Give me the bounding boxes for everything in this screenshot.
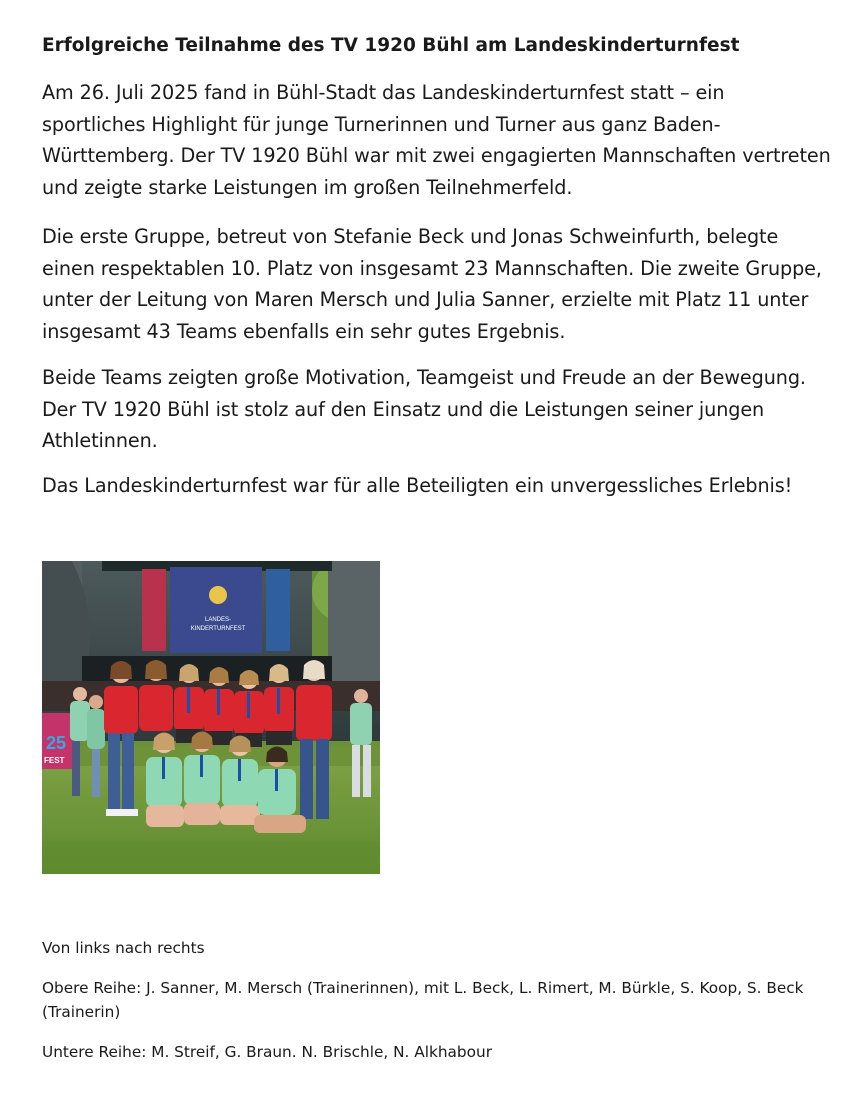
caption-intro: Von links nach rechts [42, 939, 205, 957]
article-paragraph-4: Das Landeskinderturnfest war für alle Beteiligten ein unvergessliches Erlebnis! [42, 474, 793, 497]
caption-top-row: Obere Reihe: J. Sanner, M. Mersch (Trainerinnen), mit L. Beck, L. Rimert, M. Bürkle, S. Koop, S. Beck (Trainerin) [42, 979, 804, 1021]
article-paragraph-1: Am 26. Juli 2025 fand in Bühl-Stadt das Landeskinderturnfest statt – ein sportliches Highlight für junge Turnerinnen und Turner aus ganz Baden-Württemberg. Der TV 1920 Bühl war mit zwei engagierten Mannschaften vertreten und zeigte starke Leistungen im großen Teilnehmerfeld. [42, 81, 831, 199]
photo-banner-line1: LANDES- [204, 617, 232, 623]
article-title: Erfolgreiche Teilnahme des TV 1920 Bühl am Landeskinderturnfest [42, 35, 740, 56]
article-paragraph-2: Die erste Gruppe, betreut von Stefanie Beck und Jonas Schweinfurth, belegte einen respektablen 10. Platz von insgesamt 23 Mannschaften. Die zweite Gruppe, unter der Leitung von Maren Mersch und Julia Sanner, erzielte mit Platz 11 unter insgesamt 43 Teams ebenfalls ein sehr gutes Ergebnis. [42, 225, 822, 343]
photo-side-banner-year: 25 [46, 733, 67, 753]
article-paragraph-3: Beide Teams zeigten große Motivation, Teamgeist und Freude an der Bewegung. Der TV 1920 Bühl ist stolz auf den Einsatz und die Leistungen seiner jungen Athletinnen. [42, 366, 806, 452]
photo-side-banner-text: FEST [44, 756, 65, 765]
caption-bottom-row: Untere Reihe: M. Streif, G. Braun. N. Brischle, N. Alkhabour [42, 1043, 492, 1061]
photo-banner-line2: KINDERTURNFEST [190, 626, 246, 632]
team-photo [42, 561, 380, 874]
